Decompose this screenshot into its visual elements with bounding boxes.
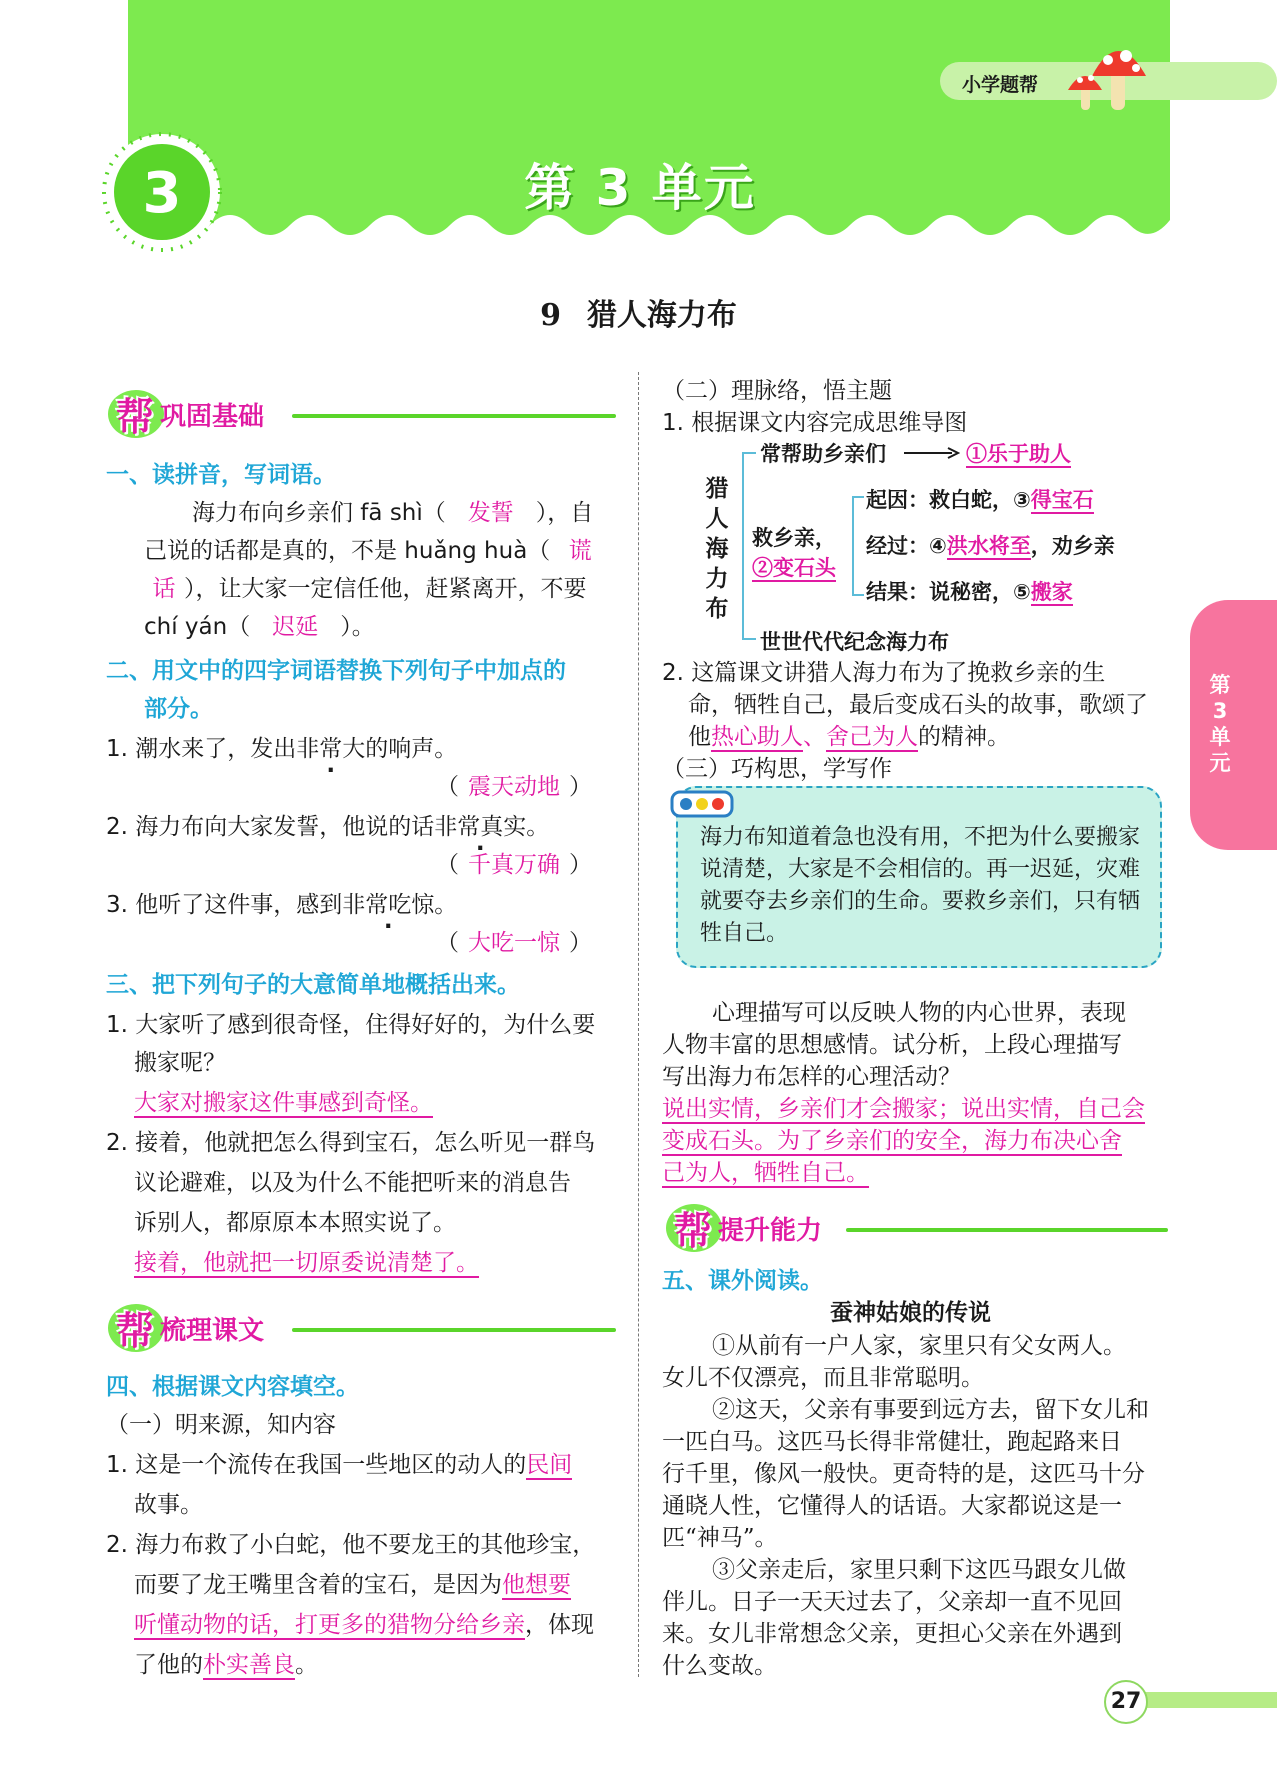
q1-answer-1: 发誓 [467, 500, 514, 526]
analysis-prompt-1: 心理描写可以反映人物的内心世界，表现 [712, 1000, 1126, 1026]
excerpt-text: 海力布知道着急也没有用，不把为什么要搬家说清楚，大家是不会相信的。再一迟延，灾难就要夺去乡亲们的生命。要救乡亲们，只有牺牲自己。 [700, 825, 1141, 946]
section-header-basics [106, 382, 616, 442]
section-label: 提升能力 [718, 1216, 823, 1246]
analysis-answer-2: 变成石头。为了乡亲们的安全，海力布决心舍 [662, 1128, 1122, 1154]
q3-item-1-cont: 搬家呢？ [134, 1050, 226, 1076]
story-line: 女儿不仅漂亮，而且非常聪明。 [662, 1365, 984, 1391]
analysis-prompt-2: 人物丰富的思想感情。试分析，上段心理描写 [662, 1032, 1122, 1058]
story-line: 通晓人性，它懂得人的话语。大家都说这是一 [662, 1493, 1122, 1519]
q1-line-1: 海力布向乡亲们 fā shì（ 发誓 ），自 [192, 494, 593, 532]
story-line: ②这天，父亲有事要到远方去，留下女儿和 [712, 1397, 1149, 1423]
lesson-title [0, 290, 1277, 334]
q3-item-2: 2. 接着，他就把怎么得到宝石，怎么听见一群鸟 [106, 1130, 596, 1156]
section-header-improve [664, 1196, 1168, 1256]
mindmap-bracket [742, 452, 744, 640]
q1-line-3: 话 ），让大家一定信任他，赶紧离开，不要 [144, 570, 587, 608]
mindmap-top: 常帮助乡亲们 [760, 442, 886, 466]
section-label: 巩固基础 [160, 402, 265, 432]
arrow-right-icon [904, 446, 960, 460]
question-2-title: 二、用文中的四字词语替换下列句子中加点的 [106, 658, 566, 684]
question-2-title-cont: 部分。 [144, 696, 213, 722]
story-line: ③父亲走后，家里只剩下这匹马跟女儿做 [712, 1557, 1126, 1583]
q4-item-2-cont3: 了他的朴实善良。 [134, 1652, 318, 1678]
analysis-prompt-3: 写出海力布怎样的心理活动？ [662, 1064, 961, 1090]
story-title: 蚕神姑娘的传说 [830, 1300, 991, 1326]
mindmap-result: 结果：说秘密，⑤搬家 [866, 579, 1073, 604]
q3-item-2-cont2: 诉别人，都原原本本照实说了。 [134, 1210, 456, 1236]
mindmap-mid-answer: ②变石头 [752, 555, 836, 580]
story-line: 来。女儿非常想念父亲，更担心父亲在外遇到 [662, 1621, 1122, 1647]
q4-item-1-cont: 故事。 [134, 1492, 203, 1518]
header-banner [0, 0, 1277, 260]
unit-side-tab-label: 第 3 单 元 [1209, 673, 1231, 775]
q4-subsection-3: （三）巧构思，学写作 [662, 756, 892, 782]
analysis-answer-3: 己为人，牺牲自己。 [662, 1160, 869, 1186]
mindmap-instruction: 1. 根据课文内容完成思维导图 [662, 410, 968, 436]
q1-answer-2a: 谎 [568, 538, 592, 564]
mindmap-top-answer: ①乐于助人 [966, 441, 1071, 466]
r-item-2: 2. 这篇课文讲猎人海力布为了挽救乡亲的生 [662, 660, 1106, 686]
lesson-number: 9 [540, 298, 561, 333]
section-label: 梳理课文 [160, 1316, 265, 1346]
page-number: 27 [1104, 1680, 1148, 1724]
lesson-name: 猎人海力布 [586, 298, 737, 333]
mindmap-process: 经过：④洪水将至，劝乡亲 [866, 533, 1115, 558]
mindmap-mid: 救乡亲， [752, 526, 836, 550]
story-line: 匹“神马”。 [662, 1525, 778, 1551]
q1-answer-2b: 话 [152, 576, 176, 602]
r-item-2-cont2: 他热心助人、舍己为人的精神。 [688, 724, 1010, 750]
q4-item-2: 2. 海力布救了小白蛇，他不要龙王的其他珍宝， [106, 1532, 596, 1558]
q3-item-2-answer: 接着，他就把一切原委说清楚了。 [134, 1250, 479, 1276]
q3-item-2-cont1: 议论避难，以及为什么不能把听来的消息告 [134, 1170, 571, 1196]
story-line: 一匹白马。这匹马长得非常健壮，跑起路来日 [662, 1429, 1122, 1455]
story-line: 伴儿。日子一天天过去了，父亲却一直不见回 [662, 1589, 1122, 1615]
q4-item-2-cont2: 听懂动物的话，打更多的猎物分给乡亲，体现 [134, 1612, 594, 1638]
story-line: 行千里，像风一般快。更奇特的是，这匹马十分 [662, 1461, 1145, 1487]
q2-item-3-answer: （ 大吃一惊 ） [436, 930, 592, 956]
q4-item-1: 1. 这是一个流传在我国一些地区的动人的民间 [106, 1452, 573, 1478]
q2-item-1: 1. 潮水来了，发出非常大的响声。 [106, 736, 458, 762]
traffic-light-icon [670, 790, 736, 820]
q1-answer-3: 迟延 [272, 614, 319, 640]
q4-subsection-1: （一）明来源，知内容 [106, 1412, 336, 1438]
question-4-title: 四、根据课文内容填空。 [106, 1374, 359, 1400]
q4-subsection-2: （二）理脉络，悟主题 [662, 378, 892, 404]
question-1-title: 一、读拼音，写词语。 [106, 462, 336, 488]
story-line: 什么变故。 [662, 1653, 777, 1679]
bang-label: 帮 [116, 395, 155, 439]
section-header-sort [106, 1296, 616, 1356]
unit-number-badge: 3 [142, 161, 182, 226]
column-divider [638, 372, 639, 1677]
bang-label: 帮 [674, 1209, 713, 1253]
question-5-title: 五、课外阅读。 [662, 1268, 823, 1294]
mindmap-bottom: 世世代代纪念海力布 [760, 630, 949, 654]
analysis-answer-1: 说出实情，乡亲们才会搬家；说出实情，自己会 [662, 1096, 1145, 1122]
q2-item-2: 2. 海力布向大家发誓，他说的话非常真实。 [106, 814, 550, 840]
q2-item-3: 3. 他听了这件事，感到非常吃惊。 [106, 892, 458, 918]
question-3-title: 三、把下列句子的大意简单地概括出来。 [106, 972, 520, 998]
mindmap-cause: 起因：救白蛇，③得宝石 [866, 487, 1094, 512]
brand-label: 小学题帮 [962, 74, 1039, 96]
mindmap-root: 猎 人 海 力 布 [705, 476, 729, 622]
q2-item-1-answer: （ 震天动地 ） [436, 774, 592, 800]
r-item-2-cont1: 命，牺牲自己，最后变成石头的故事，歌颂了 [688, 692, 1148, 718]
q1-line-4: chí yán（ 迟延 ）。 [144, 608, 375, 646]
q3-item-1: 1. 大家听了感到很奇怪，住得好好的，为什么要 [106, 1012, 596, 1038]
q1-line-2: 己说的话都是真的，不是 huǎng huà（ 谎 [144, 532, 610, 570]
q2-item-2-answer: （ 千真万确 ） [436, 852, 592, 878]
q4-item-2-cont1: 而要了龙王嘴里含着的宝石，是因为他想要 [134, 1572, 571, 1598]
bang-label: 帮 [116, 1309, 155, 1353]
q3-item-1-answer: 大家对搬家这件事感到奇怪。 [134, 1090, 433, 1116]
story-line: ①从前有一户人家，家里只有父女两人。 [712, 1333, 1126, 1359]
unit-title: 第 3 单元 [524, 159, 756, 217]
